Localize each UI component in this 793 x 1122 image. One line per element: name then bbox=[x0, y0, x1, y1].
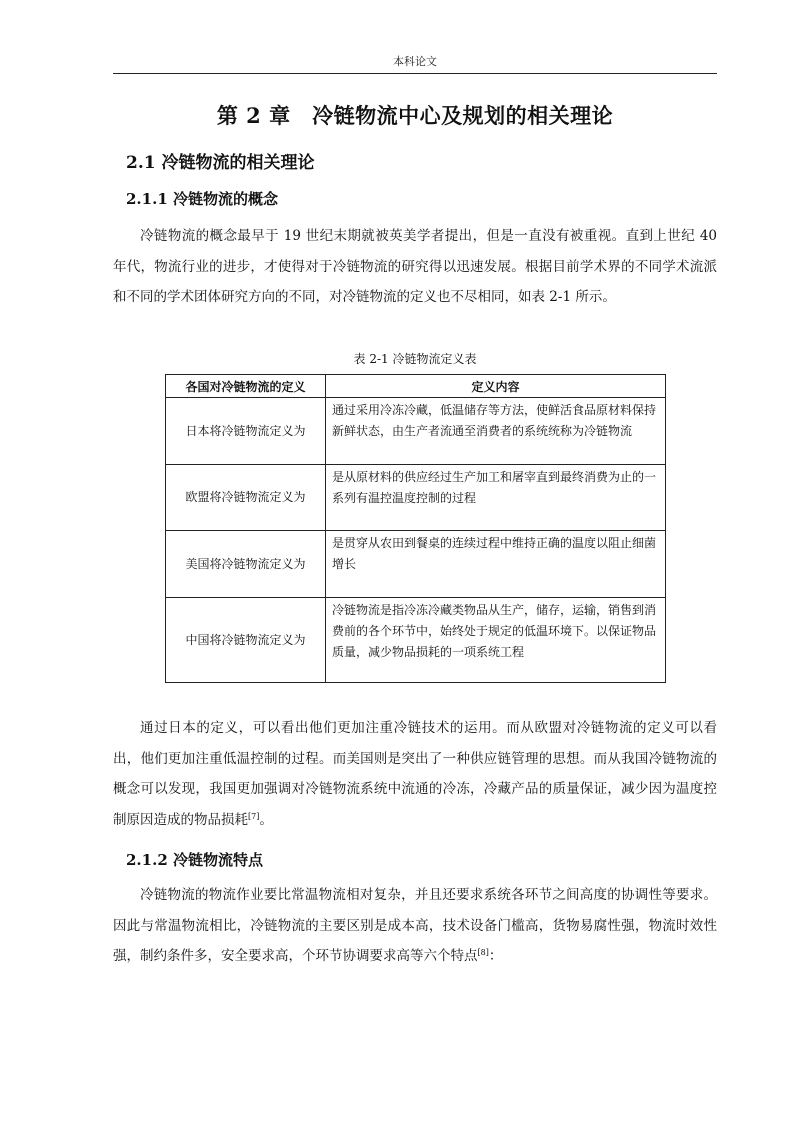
subsection-title-concept: 2.1.1 冷链物流的概念 bbox=[126, 190, 278, 208]
paragraph-features-end: ： bbox=[488, 948, 503, 964]
section-title: 2.1 冷链物流的相关理论 bbox=[126, 153, 315, 173]
table-caption: 表 2-1 冷链物流定义表 bbox=[353, 352, 477, 366]
table-row bbox=[166, 531, 666, 598]
paragraph-analysis bbox=[113, 713, 717, 835]
table-row bbox=[166, 465, 666, 531]
table-header-row bbox=[166, 375, 666, 398]
table-cell-content: 是贯穿从农田到餐桌的连续过程中维持正确的温度以阻止细菌增长 bbox=[326, 531, 666, 598]
table-cell-country: 欧盟将冷链物流定义为 bbox=[166, 465, 326, 531]
table-header-country: 各国对冷链物流的定义 bbox=[166, 375, 326, 398]
table-row bbox=[166, 398, 666, 465]
table-cell-content: 是从原材料的供应经过生产加工和屠宰直到最终消费为止的一系列有温控温度控制的过程 bbox=[326, 465, 666, 531]
paragraph-analysis-text: 通过日本的定义，可以看出他们更加注重冷链技术的运用。而从欧盟对冷链物流的定义可以看出，他们更加注重低温控制的过程。而美国则是突出了一种供应链管理的思想。而从我国冷链物流的概念可以发现，我国更加强调对冷链物流系统中流通的冷冻，冷藏产品的质量保证，减少因为温度控制原因造成的物品损耗 bbox=[113, 720, 717, 828]
header-divider bbox=[113, 73, 717, 74]
subsection-title-features: 2.1.2 冷链物流特点 bbox=[126, 851, 263, 869]
table-cell-content: 冷链物流是指冷冻冷藏类物品从生产，储存，运输，销售到消费前的各个环节中，始终处于规定的低温环境下。以保证物品质量，减少物品损耗的一项系统工程 bbox=[326, 598, 666, 683]
table-cell-content: 通过采用冷冻冷藏，低温储存等方法，使鲜活食品原材料保持新鲜状态，由生产者流通至消费者的系统统称为冷链物流 bbox=[326, 398, 666, 465]
table-cell-country: 中国将冷链物流定义为 bbox=[166, 598, 326, 683]
citation-ref: [7] bbox=[248, 811, 260, 821]
table-row bbox=[166, 598, 666, 683]
definition-table bbox=[165, 374, 666, 683]
paragraph-features-text: 冷链物流的物流作业要比常温物流相对复杂，并且还要求系统各环节之间高度的协调性等要求。因此与常温物流相比，冷链物流的主要区别是成本高，技术设备门槛高，货物易腐性强，物流时效性强，制约条件多，安全要求高，个环节协调要求高等六个特点 bbox=[113, 887, 717, 964]
table-header-content: 定义内容 bbox=[326, 375, 666, 398]
citation-ref: [8] bbox=[477, 948, 489, 957]
chapter-title: 第 2 章 冷链物流中心及规划的相关理论 bbox=[216, 103, 614, 128]
page-header: 本科论文 bbox=[393, 55, 437, 68]
table-cell-country: 美国将冷链物流定义为 bbox=[166, 531, 326, 598]
paragraph-analysis-end: 。 bbox=[259, 811, 273, 828]
paragraph-concept: 冷链物流的概念最早于 19 世纪末期就被英美学者提出，但是一直没有被重视。直到上世纪 40 年代，物流行业的进步，才使得对于冷链物流的研究得以迅速发展。根据目前学术界的不同学术流派和不同的学术团体研究方向的不同，对冷链物流的定义也不尽相同，如表 2-1 所示。 bbox=[113, 228, 717, 305]
paragraph-features bbox=[113, 880, 717, 972]
table-cell-country: 日本将冷链物流定义为 bbox=[166, 398, 326, 465]
